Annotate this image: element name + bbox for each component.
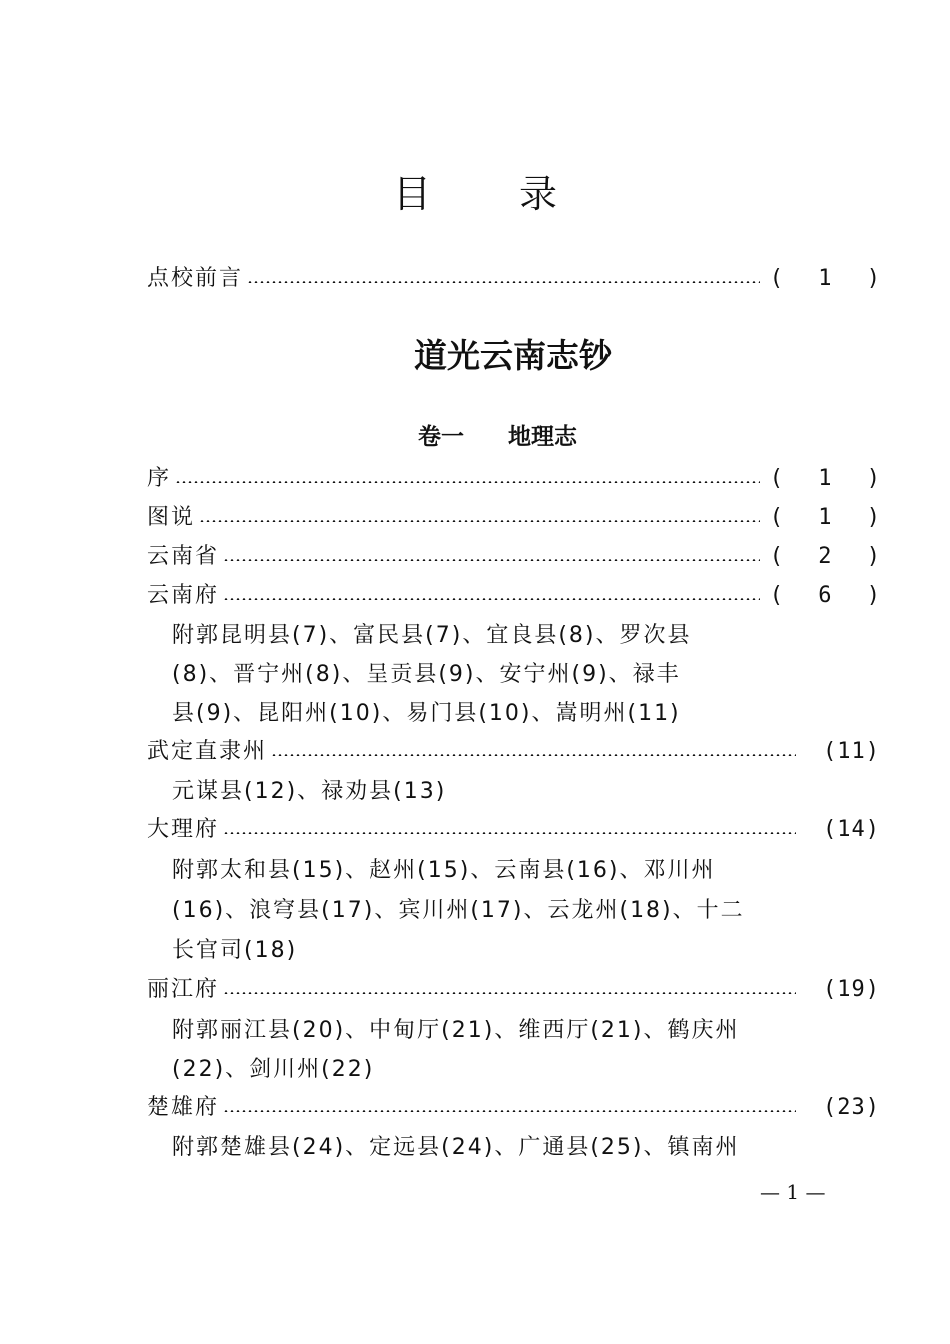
dot-leader — [247, 281, 760, 283]
toc-entry-page: (23) — [823, 1095, 880, 1120]
book-title: 道光云南志钞 — [414, 336, 612, 375]
toc-entry-page: (19) — [823, 977, 880, 1002]
sub-entry-line: 附郭丽江县(20)、中甸厅(21)、维西厅(21)、鹤庆州 — [172, 1018, 740, 1043]
toc-entry-label: 大理府 — [147, 817, 220, 842]
sub-entry-line: (8)、晋宁州(8)、呈贡县(9)、安宁州(9)、禄丰 — [172, 662, 681, 687]
toc-entry-page: ( 2 ) — [769, 544, 891, 569]
sub-entry-line: 附郭太和县(15)、赵州(15)、云南县(16)、邓川州 — [172, 858, 716, 883]
toc-entry-label: 图说 — [147, 505, 196, 530]
page-number: — 1 — — [760, 1180, 826, 1204]
toc-entry-label: 楚雄府 — [147, 1095, 220, 1120]
toc-entry-label: 点校前言 — [147, 266, 244, 291]
toc-entry-label: 武定直隶州 — [147, 739, 268, 764]
toc-entry-page: (11) — [823, 739, 880, 764]
toc-entry-yunnan-sheng[interactable] — [147, 539, 891, 575]
sub-entry-line: 附郭昆明县(7)、富民县(7)、宜良县(8)、罗次县 — [172, 623, 692, 648]
toc-entry-chuxiong[interactable] — [147, 1090, 880, 1126]
toc-entry-label: 丽江府 — [147, 977, 220, 1002]
volume-number: 卷一 — [418, 424, 464, 450]
dot-leader — [223, 832, 796, 834]
toc-entry-tushuo[interactable] — [147, 500, 891, 536]
toc-entry-lijiang[interactable] — [147, 972, 880, 1008]
sub-entry-line: (16)、浪穹县(17)、宾川州(17)、云龙州(18)、十二 — [172, 898, 745, 923]
toc-entry-page: ( 1 ) — [769, 266, 891, 291]
toc-entry-dali[interactable] — [147, 812, 880, 848]
toc-entry-label: 序 — [147, 466, 172, 491]
page-title: 目录 — [392, 172, 645, 216]
sub-entry-line: 元谋县(12)、禄劝县(13) — [172, 779, 447, 804]
toc-entry-yunnan-fu[interactable] — [147, 578, 891, 614]
volume-heading — [418, 420, 577, 454]
dot-leader — [223, 598, 760, 600]
dot-leader — [223, 1110, 796, 1112]
toc-entry-label: 云南府 — [147, 583, 220, 608]
toc-entry-page: (14) — [823, 817, 880, 842]
dot-leader — [199, 520, 760, 522]
dot-leader — [271, 754, 796, 756]
toc-entry-label: 云南省 — [147, 544, 220, 569]
sub-entry-line: (22)、剑川州(22) — [172, 1057, 375, 1082]
toc-entry-xu[interactable] — [147, 461, 891, 497]
toc-entry-page: ( 1 ) — [769, 466, 891, 491]
dot-leader — [175, 481, 760, 483]
sub-entry-line: 长官司(18) — [172, 938, 298, 963]
sub-entry-line: 县(9)、昆阳州(10)、易门县(10)、嵩明州(11) — [172, 701, 681, 726]
toc-entry-page: ( 1 ) — [769, 505, 891, 530]
toc-entry-page: ( 6 ) — [769, 583, 891, 608]
toc-entry-wuding[interactable] — [147, 734, 880, 770]
volume-name: 地理志 — [508, 424, 577, 450]
sub-entry-line: 附郭楚雄县(24)、定远县(24)、广通县(25)、镇南州 — [172, 1135, 740, 1160]
dot-leader — [223, 992, 796, 994]
dot-leader — [223, 559, 760, 561]
toc-entry-preface[interactable] — [147, 261, 891, 297]
